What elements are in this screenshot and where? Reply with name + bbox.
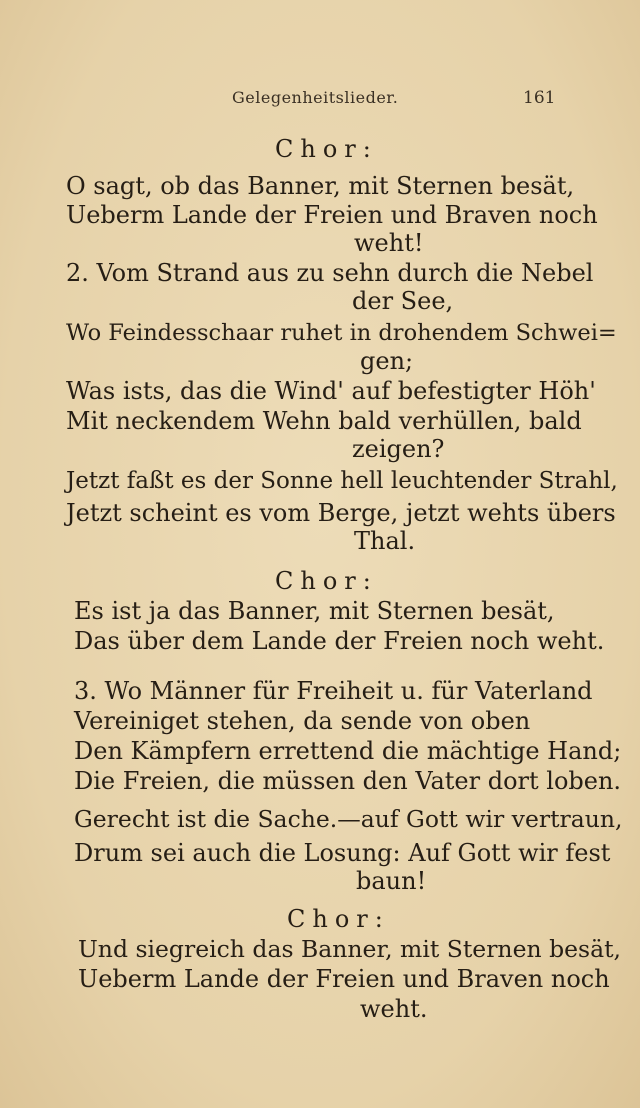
verse-line: Mit neckendem Wehn bald verhüllen, bald — [66, 407, 582, 435]
verse-line: Gerecht ist die Sache.—auf Gott wir vertraun, — [74, 805, 623, 833]
running-header — [0, 88, 640, 114]
verse-line: Die Freien, die müssen den Vater dort loben. — [74, 767, 622, 795]
verse-line: Jetzt scheint es vom Berge, jetzt wehts übers — [66, 499, 616, 527]
verse-line: Vereiniget stehen, da sende von oben — [74, 707, 531, 735]
verse-line: Ueberm Lande der Freien und Braven noch — [66, 201, 598, 229]
verse-line: Drum sei auch die Losung: Auf Gott wir fest — [74, 839, 611, 867]
chorus-heading: Chor: — [287, 905, 390, 933]
verse-line: O sagt, ob das Banner, mit Sternen besät, — [66, 172, 575, 200]
verse-line: gen; — [360, 347, 414, 375]
page-number: 161 — [523, 88, 556, 108]
verse-line: baun! — [356, 867, 427, 895]
verse-line: Ueberm Lande der Freien und Braven noch — [78, 965, 610, 993]
verse-line: Was ists, das die Wind' auf befestigter Höh' — [66, 377, 596, 405]
verse-line: Den Kämpfern errettend die mächtige Hand; — [74, 737, 622, 765]
verse-line: 2. Vom Strand aus zu sehn durch die Nebel — [66, 259, 594, 287]
verse-line: Es ist ja das Banner, mit Sternen besät, — [74, 597, 555, 625]
verse-line: 3. Wo Männer für Freiheit u. für Vaterland — [74, 677, 593, 705]
verse-line: Jetzt faßt es der Sonne hell leuchtender Strahl, — [66, 468, 618, 494]
verse-line: Und siegreich das Banner, mit Sternen besät, — [78, 935, 622, 963]
verse-line: zeigen? — [352, 435, 445, 463]
verse-line: Wo Feindesschaar ruhet in drohendem Schwei= — [66, 320, 617, 346]
running-title: Gelegenheitslieder. — [232, 88, 399, 107]
verse-line: der See, — [352, 287, 454, 315]
verse-line: Thal. — [354, 527, 416, 555]
chorus-heading: Chor: — [275, 135, 378, 163]
verse-line: Das über dem Lande der Freien noch weht. — [74, 627, 605, 655]
chorus-heading: Chor: — [275, 567, 378, 595]
verse-line: weht! — [354, 229, 424, 257]
verse-line: weht. — [360, 995, 428, 1023]
